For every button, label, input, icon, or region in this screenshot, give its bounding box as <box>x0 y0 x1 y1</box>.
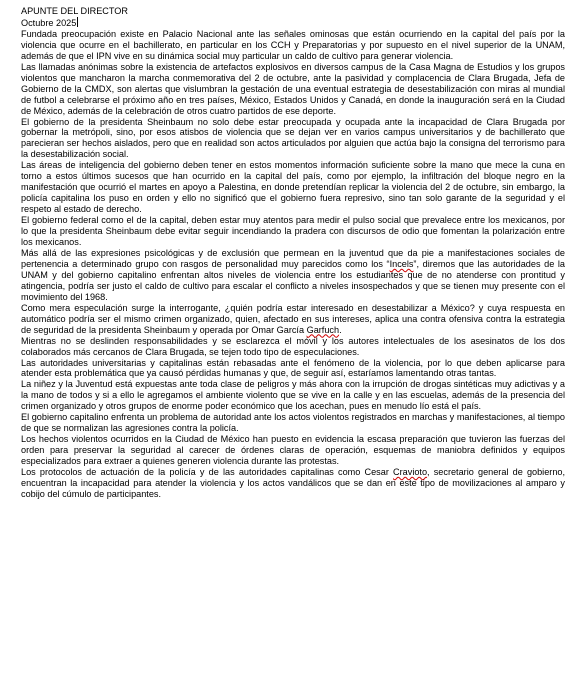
paragraph-text: Las áreas de inteligencia del gobierno deben tener en estos momentos información suficiente sobre la mano que mece la cuna en torno a estos últimos sucesos que han ocurrido en la capital del país, como por ejemplo, la infiltración del bloque negro en la manifestación que ocurrió el martes en apoyo a Palestina, en donde pretendían replicar la violencia del 2 de octubre, sin embargo, la policía capitalina los puso en orden y ello no significó que el gobierno fuera represivo, sino tan solo garante de la seguridad y el respeto al estado de derecho. <box>21 160 565 215</box>
body-paragraph <box>21 117 565 161</box>
paragraph-text: . <box>339 324 342 335</box>
document-heading: APUNTE DEL DIRECTOR <box>21 6 128 16</box>
document-body[interactable] <box>21 29 565 500</box>
paragraph-text: Más allá de las expresiones psicológicas y de exclusión que permean en la juventud que da pie a manifestaciones sociales de pertenencia a determinado grupo con rasgos de personalidad muy parecidos como los “ <box>21 247 565 269</box>
misspelled-word: Incels <box>389 258 414 269</box>
paragraph-text: El gobierno de la presidenta Sheinbaum no solo debe estar preocupada y ocupada ante la incapacidad de Clara Brugada por gobernar la metrópoli, sino, por esos atisbos de violencia que se dejan ver en varios campus universitarios y de bachillerato que parecieran ser hechos aislados, pero que en realidad son actos articulados por alguien que actúa bajo la consigna del terrorismo para la desestabilización social. <box>21 116 565 160</box>
body-paragraph <box>21 160 565 215</box>
paragraph-text: , secretario general de gobierno, encuentran la incapacidad para atender la violencia y los actos vandálicos que se dan en este tipo de movilizaciones al amparo y cobijo del cúmulo de participantes. <box>21 467 565 499</box>
body-paragraph <box>21 358 565 380</box>
body-paragraph <box>21 248 565 303</box>
body-paragraph <box>21 29 565 62</box>
paragraph-text: Fundada preocupación existe en Palacio Nacional ante las señales ominosas que están ocurriendo en la capital del país por la violencia que ocurre en el bachillerato, en particular en los CCH y Preparatorias y por supuesto en el nivel superior de la UNAM, además de que el IPN vive en su dinámica social muy particular un caldo de cultivo para generar violencia. <box>21 28 565 61</box>
misspelled-word: Cravioto <box>393 467 428 478</box>
paragraph-text: Las autoridades universitarias y capitalinas están rebasadas ante el fenómeno de la violencia, por lo que deben aplicarse para atender esta problemática que ya causó pérdidas humanas y que, de seguir así, estaríamos lamentando otras tantas. <box>21 357 565 379</box>
paragraph-text: El gobierno capitalino enfrenta un problema de autoridad ante los actos violentos registrados en marchas y manifestaciones, al tiempo de que se normalizan las agresiones contra la policía. <box>21 412 565 434</box>
document-date: Octubre 2025 <box>21 17 77 28</box>
body-paragraph <box>21 303 565 336</box>
paragraph-text: Las llamadas anónimas sobre la existencia de artefactos explosivos en diversos campus de la Casa Magna de Estudios y los grupos violentos que mancharon la marcha conmemorativa del 2 de octubre, ante la pasividad y complacencia de Clara Brugada, Jefa de Gobierno de la CMDX, son alertas que vislumbran la gestación de una eventual estrategia de desestabilización con miras al mundial de futbol a celebrarse el próximo año en tres países, México, Estados Unidos y Canadá, en donde la inauguración será en la Ciudad de México, además de la celebración de otros cuatro partidos de ese deporte. <box>21 61 565 116</box>
body-paragraph <box>21 215 565 248</box>
body-paragraph <box>21 412 565 434</box>
body-paragraph <box>21 379 565 412</box>
paragraph-text: La niñez y la Juventud está expuestas ante toda clase de peligros y más ahora con la irrupción de drogas sintéticas muy adictivas y a la mano de todos y si a ello le agregamos el ambiente violento que se vive en la calle y en las escuelas, además de la presencia del crimen organizado y otros grupos de enorme poder económico que los acechan, pues en menudo lío está el país. <box>21 379 565 412</box>
paragraph-text: Los hechos violentos ocurridos en la Ciudad de México han puesto en evidencia la escasa preparación que tuvieron las fuerzas del orden para preservar la seguridad al carecer de órdenes claras de operación, esquemas de maniobra definidos y equipos especializados para extraer a quienes generen violencia durante las protestas. <box>21 434 565 467</box>
body-paragraph <box>21 62 565 117</box>
paragraph-text: Mientras no se deslinden responsabilidades y se esclarezca el móvil y los autores intelectuales de los asesinatos de los dos colaborados más cercanos de Clara Brugada, se tejen todo tipo de especulaciones. <box>21 335 565 357</box>
body-paragraph <box>21 467 565 500</box>
body-paragraph <box>21 336 565 358</box>
text-cursor <box>77 17 78 27</box>
body-paragraph <box>21 434 565 467</box>
paragraph-text: El gobierno federal como el de la capital, deben estar muy atentos para medir el pulso social que prevalece entre los mexicanos, por lo que la presidenta Sheinbaum debe evitar seguir incendiando la pradera con discursos de odio que fomentan la polarización entre los mexicanos. <box>21 215 565 248</box>
paragraph-text: ”, diremos que las autoridades de la UNAM y del gobierno capitalino enfrentan altos niveles de violencia entre los estudiantes que de no atenderse con prontitud y atingencia, podría ser justo el caldo de cultivo para escalar el conflicto a niveles insospechados y que se tienen muy presente con el movimiento del 1968. <box>21 258 565 302</box>
document-date-line[interactable] <box>21 17 565 29</box>
misspelled-word: Garfuch <box>306 324 340 335</box>
paragraph-text: Los protocolos de actuación de la policía y de las autoridades capitalinas como Cesar <box>21 467 394 478</box>
paragraph-text: Como mera especulación surge la interrogante, ¿quién podría estar interesado en desestabilizar a México? y cuya respuesta en automático podría ser el mismo crimen organizado, quien, afectado en sus intereses, aplica una contra ofensiva contra la estrategia de seguridad de la presidenta Sheinbaum y operada por Omar García <box>21 302 565 335</box>
